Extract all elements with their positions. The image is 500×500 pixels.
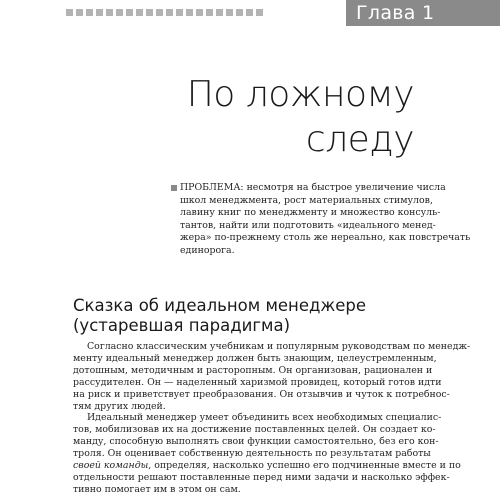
chapter-title-line-1: По ложному — [186, 74, 414, 115]
header-square — [96, 9, 103, 16]
body-line: тов, мобилизовав их на достижение поставленных целей. Он создает ко- — [73, 424, 436, 436]
header-square — [126, 9, 133, 16]
header-square — [256, 9, 263, 16]
body-line-with-italic — [73, 460, 461, 472]
problem-statement — [180, 182, 471, 258]
body-line: на риск и приветствует преобразования. Он отзывчив и чуток к потребнос- — [73, 388, 450, 400]
header-square — [236, 9, 243, 16]
body-line: Согласно классическим учебникам и популярным руководствам по менедж- — [87, 341, 471, 352]
body-line: отдельности решают поставленные перед ними задачи и насколько эффек- — [73, 471, 450, 483]
chapter-header-bar — [0, 0, 500, 26]
header-square — [246, 9, 253, 16]
problem-line: лавину книг по менеджменту и множество консуль- — [180, 207, 441, 219]
body-line: тивно помогает им в этом он сам. — [73, 483, 241, 495]
italic-phrase: своей команды — [73, 460, 149, 472]
problem-line: жера» по-прежнему столь же нереально, как повстречать — [180, 232, 471, 244]
problem-bullet-square — [171, 185, 177, 191]
header-square — [216, 9, 223, 16]
header-square — [186, 9, 193, 16]
body-line: рассудителен. Он — наделенный харизмой провидец, который готов идти — [73, 376, 442, 388]
body-text — [73, 341, 471, 496]
chapter-title — [187, 72, 414, 162]
chapter-title-line-2: следу — [305, 119, 414, 160]
body-line: троля. Он оценивает собственную деятельность по результатам работы — [73, 448, 431, 460]
body-line: дотошным, методичным и расторопным. Он организован, рационален и — [73, 364, 433, 376]
body-line: менту идеальный менеджер должен быть знающим, целеустремленным, — [73, 352, 437, 364]
header-square — [106, 9, 113, 16]
body-line-continuation: , определяя, насколько успешно его подчиненные вместе и по — [148, 460, 461, 472]
section-heading-line-1: Сказка об идеальном менеджере — [73, 296, 367, 315]
header-decorative-squares — [66, 9, 263, 18]
section-heading — [73, 296, 366, 336]
body-line: манду, способную выполнять свои функции самостоятельно, без его кон- — [73, 436, 439, 448]
header-square — [196, 9, 203, 16]
header-square — [66, 9, 73, 16]
problem-line: тантов, найти или подготовить «идеального менед- — [180, 219, 436, 231]
header-square — [86, 9, 93, 16]
header-square — [226, 9, 233, 16]
body-line: Идеальный менеджер умеет объединить всех необходимых специалис- — [87, 412, 442, 424]
header-square — [146, 9, 153, 16]
section-heading-line-2: (устаревшая парадигма) — [73, 316, 291, 335]
problem-line: единорога. — [180, 244, 235, 256]
header-square — [166, 9, 173, 16]
problem-line: ПРОБЛЕМА: несмотря на быстрое увеличение числа — [180, 182, 446, 193]
header-square — [116, 9, 123, 16]
header-square — [156, 9, 163, 16]
header-square — [176, 9, 183, 16]
header-square — [136, 9, 143, 16]
header-square — [76, 9, 83, 16]
body-line: тям других людей. — [73, 400, 166, 412]
problem-line: школ менеджмента, рост материальных стимулов, — [180, 194, 433, 206]
header-square — [206, 9, 213, 16]
chapter-label: Глава 1 — [346, 0, 500, 26]
